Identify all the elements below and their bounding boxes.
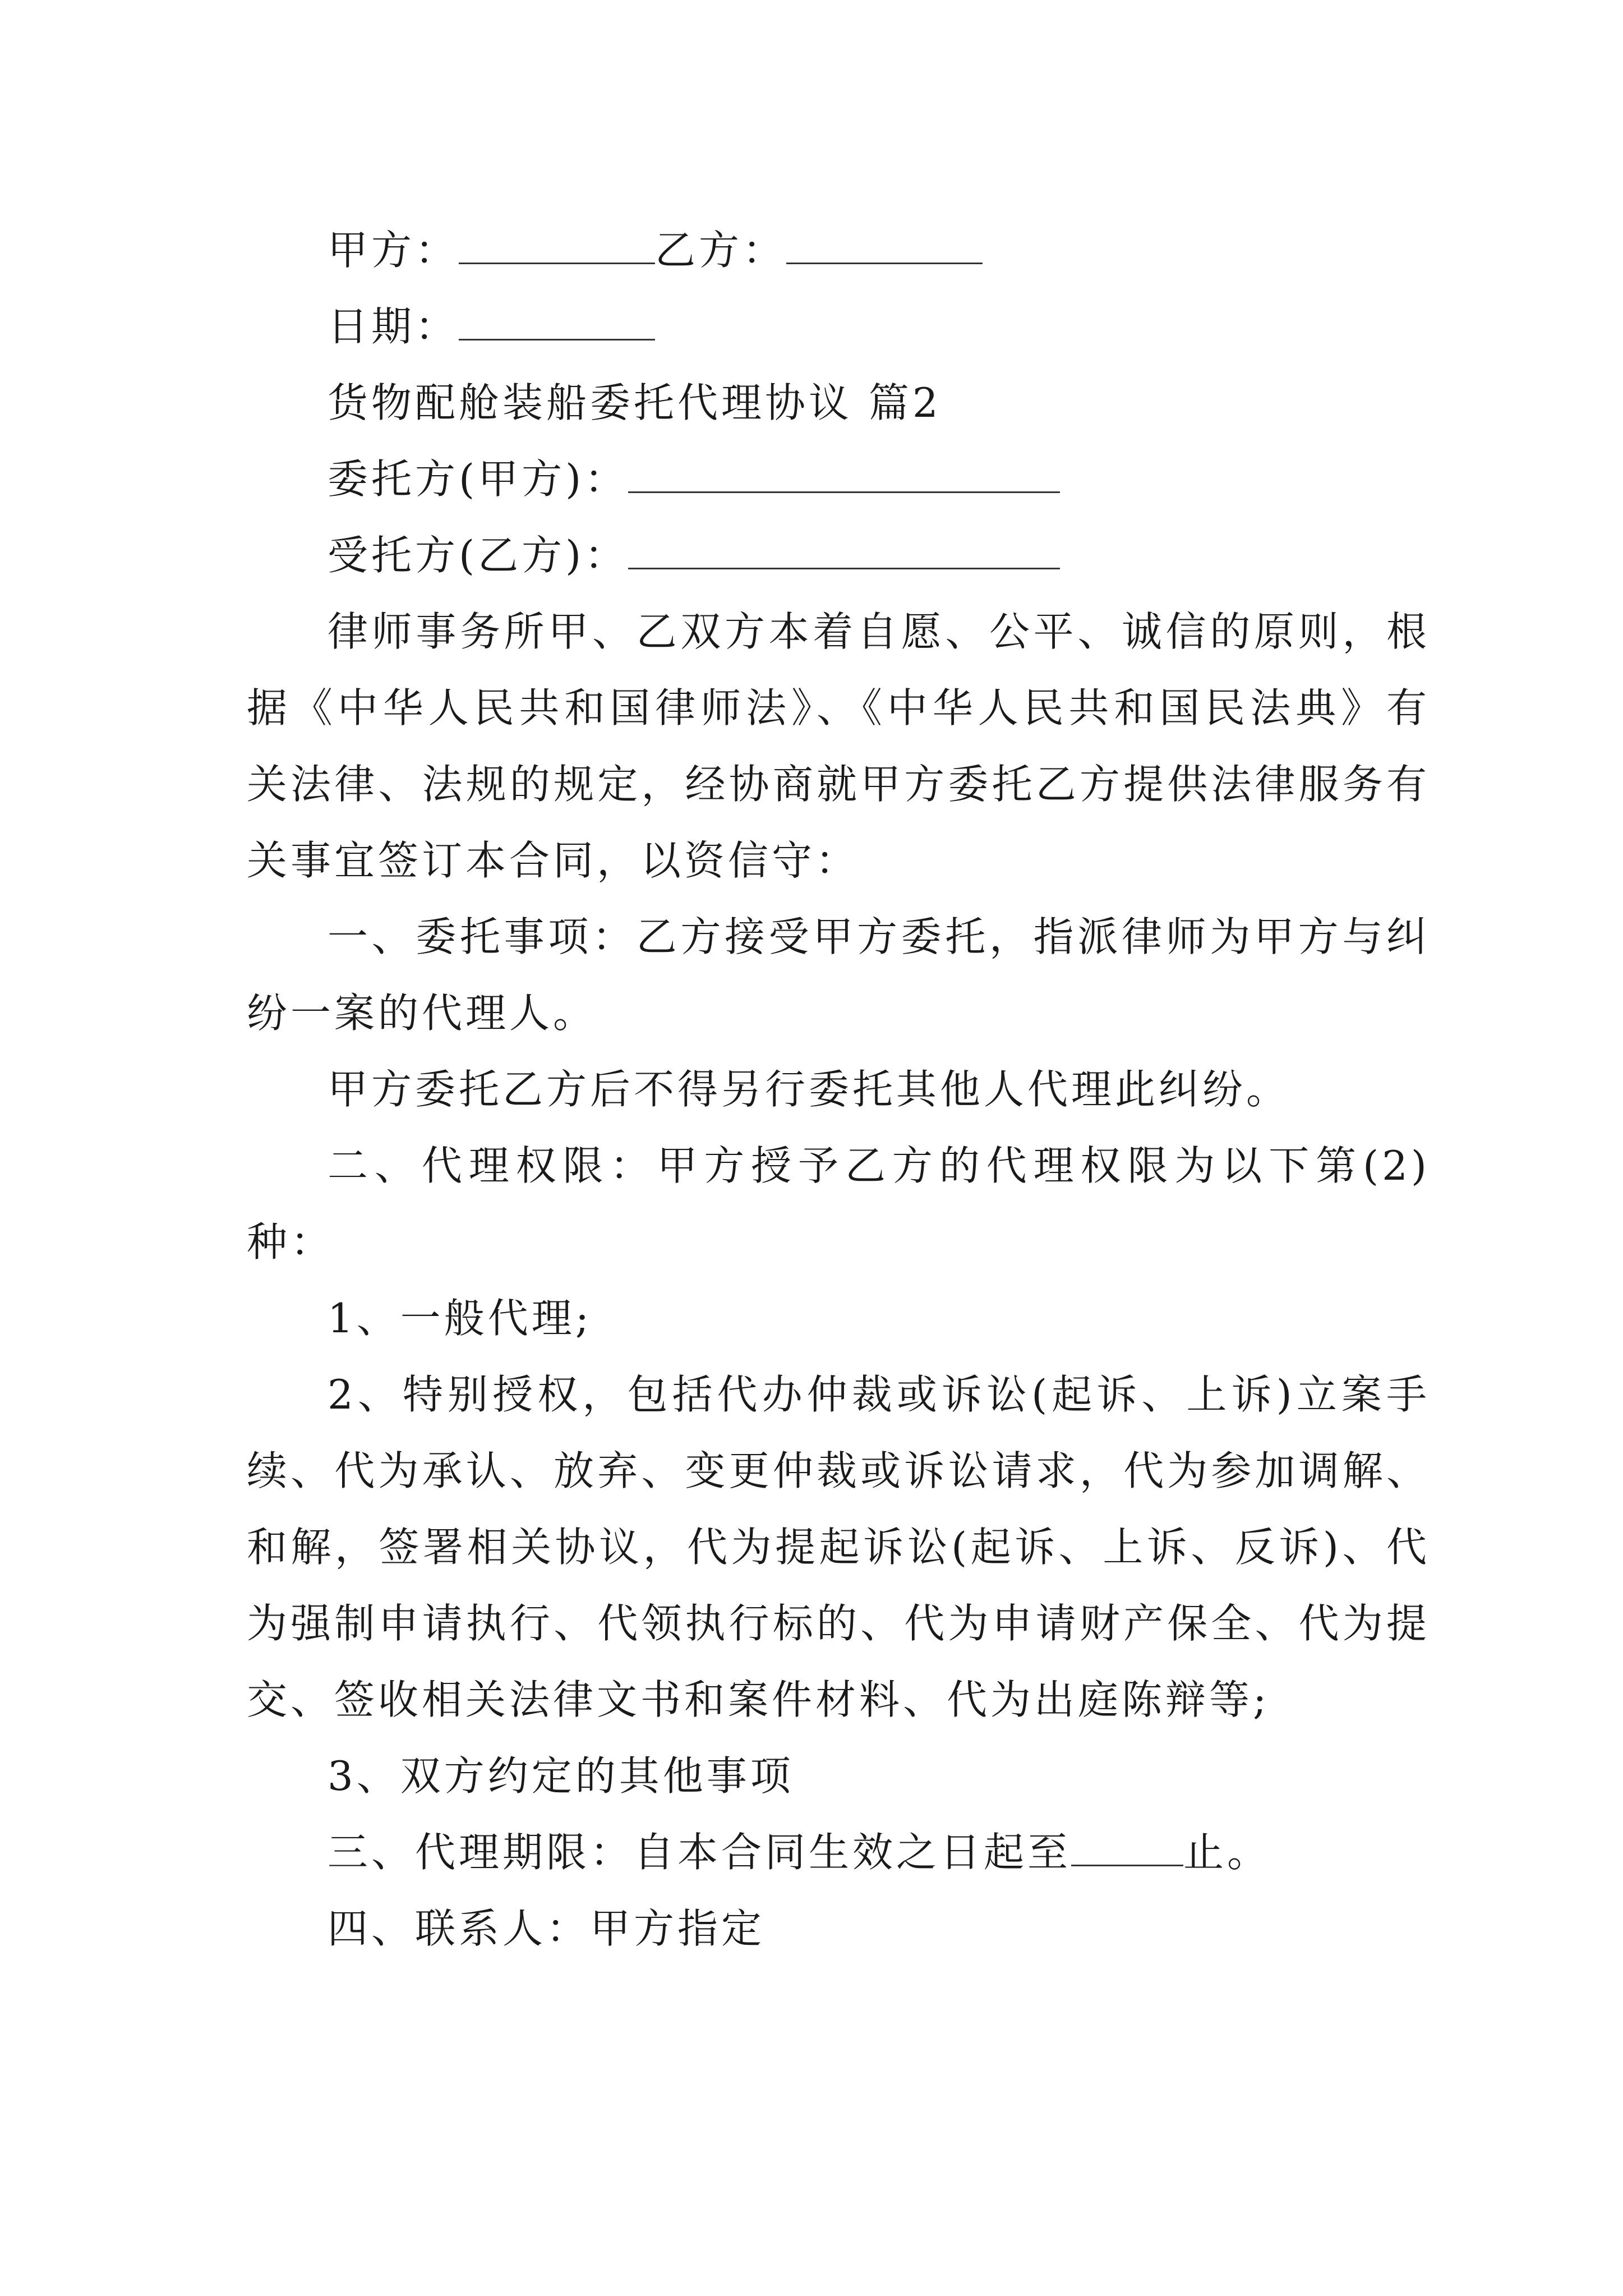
section-title: 货物配舱装船委托代理协议 篇2 <box>328 379 942 426</box>
party-b-blank <box>786 223 983 264</box>
client-blank <box>628 452 1060 493</box>
clause-2-option-1: 1、一般代理; <box>328 1295 593 1342</box>
clause-1-paragraph: 一、委托事项：乙方接受甲方委托，指派律师为甲方与纠纷一案的代理人。 <box>247 913 1430 1037</box>
client-line <box>247 441 1430 517</box>
date-blank <box>459 300 655 341</box>
party-a-label: 甲方： <box>328 227 459 274</box>
agent-label: 受托方(乙方)： <box>328 532 629 579</box>
clause-2-paragraph: 二、代理权限：甲方授予乙方的代理权限为以下第(2)种： <box>247 1142 1430 1266</box>
intro-paragraph: 律师事务所甲、乙双方本着自愿、公平、诚信的原则，根据《中华人民共和国律师法》、《中华人民共和国民法典》有关法律、法规的规定，经协商就甲方委托乙方提供法律服务有关事宜签订本合同，以资信守： <box>247 608 1430 884</box>
clause-1-note-paragraph: 甲方委托乙方后不得另行委托其他人代理此纠纷。 <box>328 1066 1290 1113</box>
clause-2-option-3: 3、双方约定的其他事项 <box>328 1752 794 1800</box>
agent-line <box>247 517 1430 593</box>
date-line <box>247 288 1430 365</box>
party-signature-line <box>247 212 1430 288</box>
document-body <box>247 212 1430 1967</box>
agent-blank <box>628 528 1060 569</box>
party-a-blank <box>459 223 655 264</box>
date-label: 日期： <box>328 303 459 350</box>
client-label: 委托方(甲方)： <box>328 455 629 503</box>
clause-3-paragraph <box>247 1814 1430 1890</box>
term-end-blank <box>1071 1825 1183 1866</box>
party-b-label: 乙方： <box>655 227 787 274</box>
clause-3-suffix: 止。 <box>1183 1829 1271 1876</box>
clause-4-paragraph: 四、联系人：甲方指定 <box>328 1905 766 1952</box>
clause-3-prefix: 三、代理期限：自本合同生效之日起至 <box>328 1829 1072 1876</box>
clause-2-option-2: 2、特别授权，包括代办仲裁或诉讼(起诉、上诉)立案手续、代为承认、放弃、变更仲裁或诉讼请求，代为参加调解、和解，签署相关协议，代为提起诉讼(起诉、上诉、反诉)、代为强制申请执行、代领执行标的、代为申请财产保全、代为提交、签收相关法律文书和案件材料、代为出庭陈辩等; <box>247 1371 1430 1723</box>
